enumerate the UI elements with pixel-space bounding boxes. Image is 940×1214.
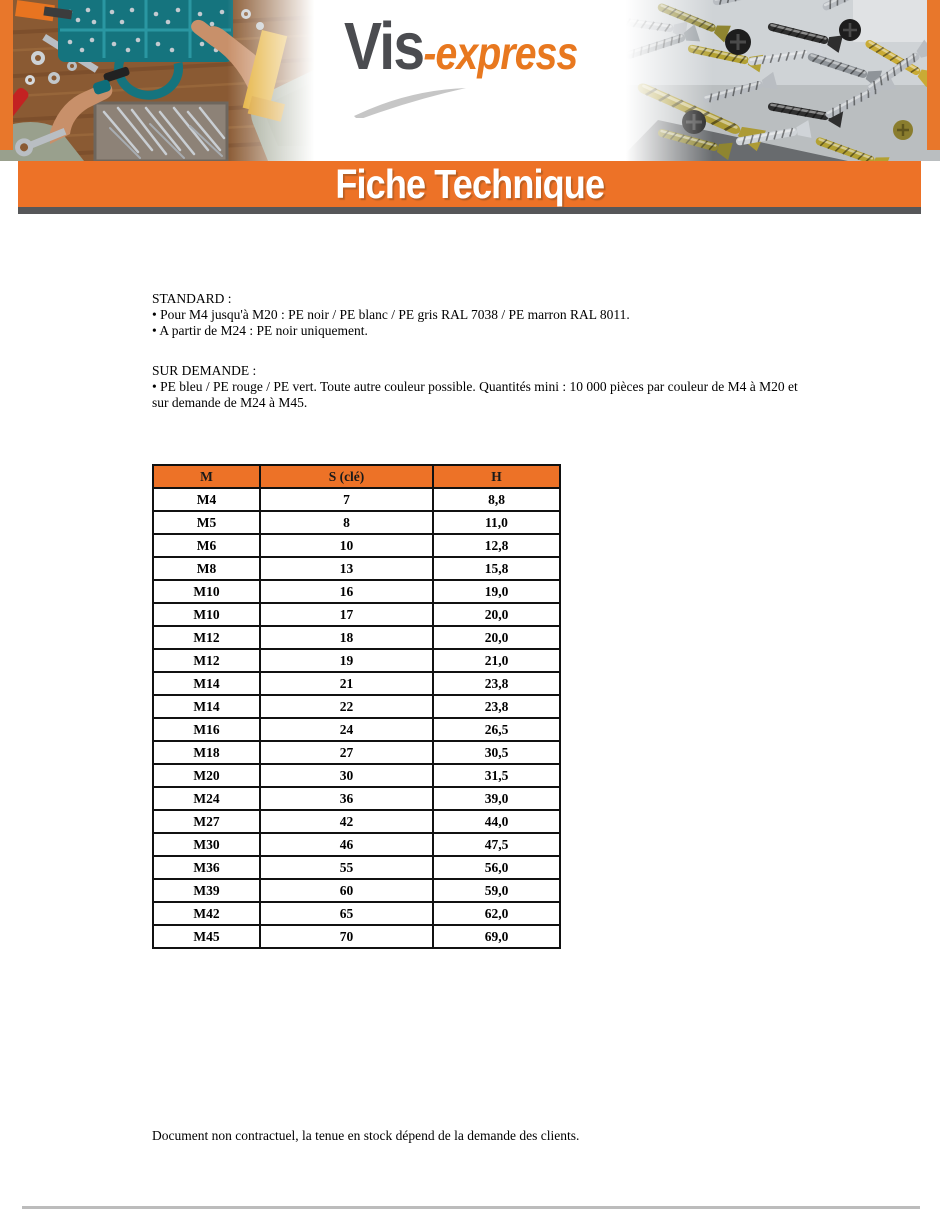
cell-m: M20 <box>153 764 260 787</box>
cell-h: 47,5 <box>433 833 560 856</box>
cell-s: 7 <box>260 488 433 511</box>
cell-m: M14 <box>153 695 260 718</box>
table-row <box>153 695 560 718</box>
table-row <box>153 672 560 695</box>
cell-s: 8 <box>260 511 433 534</box>
cell-s: 19 <box>260 649 433 672</box>
cell-s: 30 <box>260 764 433 787</box>
workbench-photo-art <box>0 0 322 161</box>
cell-s: 21 <box>260 672 433 695</box>
cell-h: 21,0 <box>433 649 560 672</box>
cell-s: 70 <box>260 925 433 948</box>
table-row <box>153 718 560 741</box>
table-row <box>153 488 560 511</box>
cell-s: 65 <box>260 902 433 925</box>
cell-m: M24 <box>153 787 260 810</box>
banner-underline-bar <box>18 207 921 214</box>
cell-m: M42 <box>153 902 260 925</box>
cell-m: M10 <box>153 603 260 626</box>
screws-pile-photo <box>618 0 940 161</box>
cell-m: M10 <box>153 580 260 603</box>
table-row <box>153 902 560 925</box>
cell-h: 20,0 <box>433 603 560 626</box>
sur-demande-heading: SUR DEMANDE : <box>152 362 257 378</box>
cell-s: 24 <box>260 718 433 741</box>
standard-bullet-2: • A partir de M24 : PE noir uniquement. <box>152 323 368 339</box>
cell-s: 27 <box>260 741 433 764</box>
workbench-photo <box>0 0 322 161</box>
cell-h: 12,8 <box>433 534 560 557</box>
cell-s: 60 <box>260 879 433 902</box>
cell-m: M45 <box>153 925 260 948</box>
cell-s: 46 <box>260 833 433 856</box>
header-cell-m: M <box>153 465 260 488</box>
cell-h: 56,0 <box>433 856 560 879</box>
cell-s: 42 <box>260 810 433 833</box>
table-row <box>153 626 560 649</box>
cell-h: 31,5 <box>433 764 560 787</box>
cell-h: 59,0 <box>433 879 560 902</box>
specs-text-block <box>152 291 812 411</box>
table-row <box>153 580 560 603</box>
cell-s: 55 <box>260 856 433 879</box>
table-row <box>153 741 560 764</box>
cell-m: M8 <box>153 557 260 580</box>
table-row <box>153 649 560 672</box>
table-row <box>153 833 560 856</box>
header-cell-s: S (clé) <box>260 465 433 488</box>
standard-bullet-1: • Pour M4 jusqu'à M20 : PE noir / PE blanc / PE gris RAL 7038 / PE marron RAL 8011. <box>152 307 630 323</box>
cell-h: 39,0 <box>433 787 560 810</box>
cell-m: M12 <box>153 649 260 672</box>
section-spacer <box>152 340 812 363</box>
table-row <box>153 511 560 534</box>
page-title: Fiche Technique <box>335 160 604 207</box>
cell-m: M36 <box>153 856 260 879</box>
table-row <box>153 764 560 787</box>
cell-s: 22 <box>260 695 433 718</box>
logo-text-express: -express <box>423 27 578 79</box>
dimensions-table <box>152 464 561 949</box>
vis-express-logo <box>344 8 577 85</box>
logo-text-vis: Vis <box>344 9 424 84</box>
cell-m: M6 <box>153 534 260 557</box>
cell-h: 23,8 <box>433 695 560 718</box>
cell-m: M39 <box>153 879 260 902</box>
logo-swoosh <box>352 86 468 118</box>
table-row <box>153 879 560 902</box>
cell-h: 8,8 <box>433 488 560 511</box>
cell-s: 10 <box>260 534 433 557</box>
cell-m: M30 <box>153 833 260 856</box>
table-row <box>153 603 560 626</box>
cell-h: 62,0 <box>433 902 560 925</box>
cell-s: 18 <box>260 626 433 649</box>
bottom-separator-line <box>22 1206 920 1209</box>
table-row <box>153 557 560 580</box>
cell-h: 44,0 <box>433 810 560 833</box>
cell-m: M12 <box>153 626 260 649</box>
cell-m: M4 <box>153 488 260 511</box>
standard-heading: STANDARD : <box>152 291 232 306</box>
footer-note: Document non contractuel, la tenue en stock dépend de la demande des clients. <box>152 1128 580 1143</box>
header-cell-h: H <box>433 465 560 488</box>
cell-h: 11,0 <box>433 511 560 534</box>
cell-h: 26,5 <box>433 718 560 741</box>
table-row <box>153 810 560 833</box>
banner <box>18 161 921 207</box>
cell-h: 23,8 <box>433 672 560 695</box>
cell-s: 17 <box>260 603 433 626</box>
sur-demande-bullet-1: • PE bleu / PE rouge / PE vert. Toute autre couleur possible. Quantités mini : 10 000 pièces par couleur de M4 à M20 et sur demande de M24 à M45. <box>152 378 798 411</box>
table-header-row <box>153 465 560 488</box>
table-row <box>153 925 560 948</box>
cell-h: 69,0 <box>433 925 560 948</box>
cell-s: 36 <box>260 787 433 810</box>
cell-h: 15,8 <box>433 557 560 580</box>
screws-pile-art <box>618 0 940 161</box>
cell-s: 13 <box>260 557 433 580</box>
cell-m: M16 <box>153 718 260 741</box>
cell-m: M27 <box>153 810 260 833</box>
cell-m: M14 <box>153 672 260 695</box>
cell-m: M5 <box>153 511 260 534</box>
table-row <box>153 856 560 879</box>
table-row <box>153 534 560 557</box>
cell-h: 19,0 <box>433 580 560 603</box>
cell-m: M18 <box>153 741 260 764</box>
cell-s: 16 <box>260 580 433 603</box>
cell-h: 20,0 <box>433 626 560 649</box>
cell-h: 30,5 <box>433 741 560 764</box>
table-row <box>153 787 560 810</box>
